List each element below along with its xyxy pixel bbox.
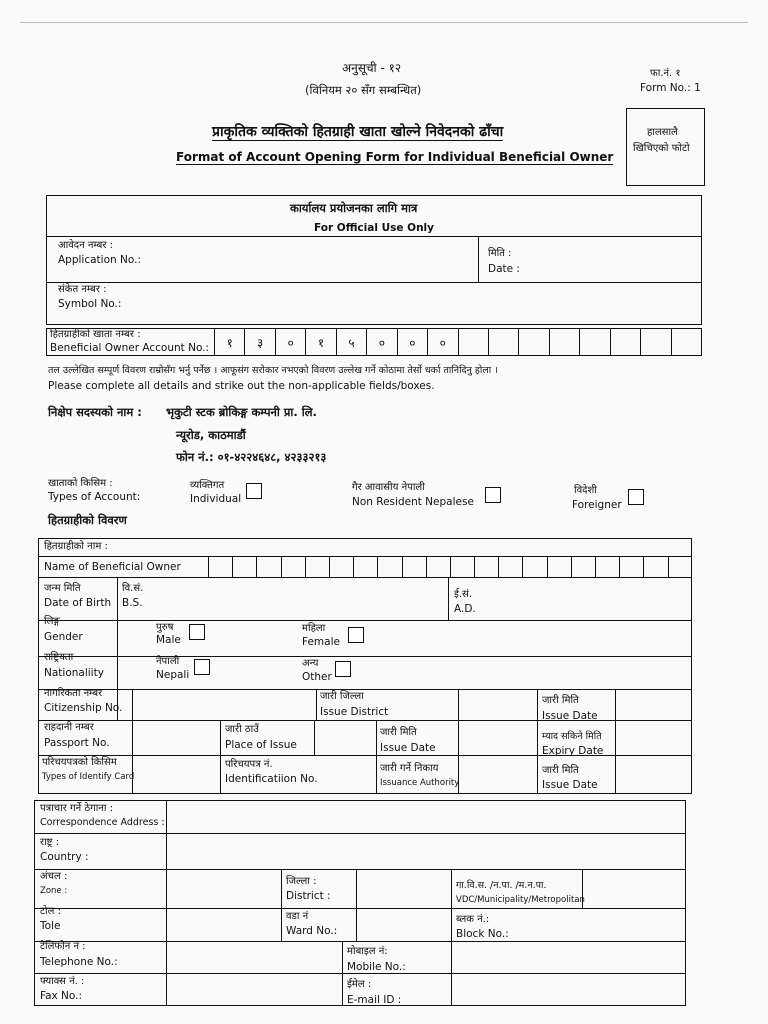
account-type-en: Types of Account: bbox=[48, 491, 141, 503]
bo-account-digit-cell[interactable]: १ bbox=[305, 329, 335, 355]
place-issue-en: Place of Issue bbox=[225, 739, 297, 751]
bo-name-char-cell[interactable] bbox=[498, 556, 522, 577]
divider bbox=[316, 689, 317, 720]
bs-np: वि.सं. bbox=[122, 583, 144, 594]
bo-account-digit-cell[interactable] bbox=[549, 329, 579, 355]
nationality-np: राष्ट्रियता bbox=[44, 652, 74, 663]
bo-account-digit-cell[interactable]: १ bbox=[214, 329, 244, 355]
app-no-np: आवेदन नम्बर : bbox=[58, 240, 113, 251]
divider bbox=[314, 720, 315, 755]
divider bbox=[38, 656, 692, 657]
title-en: Format of Account Opening Form for Individual Beneficial Owner bbox=[176, 150, 614, 164]
date-en: Date : bbox=[488, 263, 520, 275]
bo-account-en: Beneficial Owner Account No.: bbox=[50, 342, 210, 354]
ward-np: वडा नं bbox=[286, 911, 309, 922]
bo-name-cells[interactable] bbox=[208, 556, 692, 577]
block-np: ब्लक नं.: bbox=[456, 914, 490, 925]
account-type-np: खाताको किसिम : bbox=[48, 478, 113, 489]
country-np: राष्ट्र : bbox=[40, 837, 60, 848]
bo-name-char-cell[interactable] bbox=[305, 556, 329, 577]
schedule-label: अनुसूची - १२ bbox=[342, 61, 402, 75]
bo-name-char-cell[interactable] bbox=[450, 556, 474, 577]
tole-np: टोल : bbox=[40, 906, 61, 917]
bo-name-char-cell[interactable] bbox=[353, 556, 377, 577]
app-no-en: Application No.: bbox=[58, 254, 141, 266]
title-np: प्राकृतिक व्यक्तिको हितग्राही खाता खोल्ने निवेदनको ढाँचा bbox=[212, 124, 504, 140]
country-en: Country : bbox=[40, 851, 89, 863]
bo-name-char-cell[interactable] bbox=[522, 556, 546, 577]
divider bbox=[281, 869, 282, 941]
issue-date-en: Issue Date bbox=[542, 710, 598, 722]
nepali-np: नेपाली bbox=[156, 656, 180, 667]
email-en: E-mail ID : bbox=[347, 994, 402, 1006]
id-no-np: परिचयपत्र नं. bbox=[225, 759, 273, 770]
bo-name-char-cell[interactable] bbox=[208, 556, 232, 577]
bo-account-digit-cell[interactable]: ० bbox=[427, 329, 457, 355]
photo-label-2: खिचिएको फोटो bbox=[633, 143, 690, 154]
dob-en: Date of Birth bbox=[44, 597, 112, 609]
citizenship-en: Citizenship No. bbox=[44, 702, 123, 714]
other-checkbox[interactable] bbox=[335, 661, 351, 677]
passport-np: राहदानी नम्बर bbox=[44, 722, 94, 733]
bo-account-digit-cell[interactable]: ० bbox=[366, 329, 396, 355]
fax-np: फ्याक्स नं. : bbox=[40, 976, 85, 987]
divider bbox=[117, 577, 118, 720]
bo-name-char-cell[interactable] bbox=[668, 556, 692, 577]
id-no-en: Identificatiion No. bbox=[225, 773, 318, 785]
photo-box[interactable] bbox=[626, 108, 705, 186]
divider bbox=[458, 689, 459, 720]
bs-en: B.S. bbox=[122, 597, 143, 609]
bo-account-digit-cell[interactable]: ० bbox=[275, 329, 305, 355]
ad-np: ई.सं. bbox=[454, 589, 473, 600]
ad-en: A.D. bbox=[454, 603, 476, 615]
bo-name-char-cell[interactable] bbox=[547, 556, 571, 577]
divider bbox=[615, 689, 616, 794]
bo-details-heading: हितग्राहीको विवरण bbox=[48, 513, 127, 527]
bo-account-digit-cell[interactable] bbox=[458, 329, 488, 355]
dp-address: न्यूरोड, काठमाडौं bbox=[176, 428, 246, 442]
gender-en: Gender bbox=[44, 631, 83, 643]
divider bbox=[166, 833, 167, 1006]
id-type-en: Types of Identify Card bbox=[42, 772, 135, 782]
official-title-np: कार्यालय प्रयोजनका लागि मात्र bbox=[290, 201, 418, 215]
zone-en: Zone : bbox=[40, 886, 68, 896]
male-np: पुरुष bbox=[156, 622, 174, 633]
female-en: Female bbox=[302, 636, 340, 648]
bo-account-digit-cell[interactable] bbox=[488, 329, 518, 355]
divider bbox=[38, 577, 692, 578]
dob-np: जन्म मिति bbox=[44, 583, 81, 594]
other-en: Other bbox=[302, 671, 332, 683]
bo-name-char-cell[interactable] bbox=[377, 556, 401, 577]
bo-account-digit-cell[interactable]: ३ bbox=[244, 329, 274, 355]
expiry-en: Expiry Date bbox=[542, 745, 604, 757]
official-title-en: For Official Use Only bbox=[314, 222, 434, 234]
divider bbox=[451, 869, 452, 1006]
divider bbox=[34, 833, 686, 834]
bo-account-digit-cell[interactable] bbox=[671, 329, 701, 355]
female-checkbox[interactable] bbox=[348, 627, 364, 643]
bo-name-char-cell[interactable] bbox=[595, 556, 619, 577]
issuing-np: जारी गर्ने निकाय bbox=[380, 763, 439, 774]
divider bbox=[34, 973, 686, 974]
bo-account-digit-cell[interactable] bbox=[610, 329, 640, 355]
citizenship-np: नागरिकता नम्बर bbox=[44, 688, 103, 699]
zone-np: अंचल : bbox=[40, 871, 68, 882]
divider bbox=[38, 755, 692, 756]
divider bbox=[46, 236, 702, 237]
bo-name-char-cell[interactable] bbox=[281, 556, 305, 577]
regulation-label: (विनियम २० सँग सम्बन्धित) bbox=[305, 83, 422, 97]
divider bbox=[166, 800, 167, 833]
district-en: District : bbox=[286, 890, 331, 902]
divider bbox=[34, 869, 686, 870]
form-no-en: Form No.: 1 bbox=[640, 82, 701, 94]
bo-name-char-cell[interactable] bbox=[643, 556, 667, 577]
bo-account-digit-cell[interactable]: ० bbox=[397, 329, 427, 355]
address-table bbox=[34, 800, 686, 1006]
nationality-en: Nationaliity bbox=[44, 667, 104, 679]
dp-phone: फोन नं.: ०१-४२२४६४८, ४२३३२१३ bbox=[176, 450, 327, 464]
dp-name: भृकुटी स्टक ब्रोकिङ्ग कम्पनी प्रा. लि. bbox=[166, 405, 317, 419]
divider bbox=[38, 720, 692, 721]
passport-en: Passport No. bbox=[44, 737, 110, 749]
issue-date-np: जारी मिति bbox=[542, 695, 579, 706]
bo-name-char-cell[interactable] bbox=[619, 556, 643, 577]
male-en: Male bbox=[156, 634, 181, 646]
block-en: Block No.: bbox=[456, 928, 509, 940]
foreigner-checkbox[interactable] bbox=[628, 489, 644, 505]
divider bbox=[132, 689, 133, 720]
tel-en: Telephone No.: bbox=[40, 956, 118, 968]
issue-date-2-np: जारी मिति bbox=[380, 727, 417, 738]
issue-date-3-np: जारी मिति bbox=[542, 765, 579, 776]
bo-name-char-cell[interactable] bbox=[256, 556, 280, 577]
mobile-en: Mobile No.: bbox=[347, 961, 406, 973]
divider bbox=[38, 620, 692, 621]
symbol-np: संकेत नम्बर : bbox=[58, 284, 107, 295]
bo-name-char-cell[interactable] bbox=[474, 556, 498, 577]
individual-np: व्यक्तिगत bbox=[190, 480, 225, 491]
district-np: जिल्ला : bbox=[286, 876, 317, 887]
nrn-en: Non Resident Nepalese bbox=[352, 496, 474, 508]
divider bbox=[34, 941, 686, 942]
other-np: अन्य bbox=[302, 658, 319, 669]
bo-name-char-cell[interactable] bbox=[232, 556, 256, 577]
fax-en: Fax No.: bbox=[40, 990, 83, 1002]
divider bbox=[356, 869, 357, 941]
nrn-checkbox[interactable] bbox=[485, 487, 501, 503]
ward-en: Ward No.: bbox=[286, 925, 338, 937]
gender-np: लिङ्ग bbox=[44, 616, 60, 627]
bo-account-np: हितग्राहीको खाता नम्बर : bbox=[50, 329, 141, 340]
bo-name-char-cell[interactable] bbox=[571, 556, 595, 577]
individual-en: Individual bbox=[190, 493, 242, 505]
foreigner-np: विदेशी bbox=[574, 485, 597, 496]
id-type-np: परिचयपत्रको किसिम bbox=[42, 757, 117, 768]
bo-name-char-cell[interactable] bbox=[402, 556, 426, 577]
vdc-en: VDC/Municipality/Metropolitan bbox=[456, 895, 585, 905]
individual-checkbox[interactable] bbox=[246, 483, 262, 499]
divider bbox=[46, 282, 702, 283]
issue-district-en: Issue District bbox=[320, 706, 389, 718]
tel-np: टेलिफोन नं : bbox=[40, 941, 86, 952]
page-top-edge bbox=[20, 22, 748, 23]
expiry-np: म्याद सकिने मिति bbox=[542, 731, 602, 742]
nrn-np: गैर आवासीय नेपाली bbox=[352, 482, 425, 493]
email-np: ईमेल : bbox=[347, 979, 372, 990]
photo-label-1: हालसालै bbox=[647, 127, 678, 138]
vdc-np: गा.वि.स. /न.पा. /म.न.पा. bbox=[456, 880, 547, 891]
bo-name-np: हितग्राहीको नाम : bbox=[44, 541, 108, 552]
divider bbox=[448, 577, 449, 620]
divider bbox=[537, 689, 538, 794]
mobile-np: मोबाइल नं: bbox=[347, 946, 388, 957]
foreigner-en: Foreigner bbox=[572, 499, 622, 511]
issue-date-2-en: Issue Date bbox=[380, 742, 436, 754]
bo-account-digit-cell[interactable] bbox=[518, 329, 548, 355]
dp-label: निक्षेप सदस्यको नाम : bbox=[48, 405, 142, 419]
divider bbox=[376, 720, 377, 794]
bo-name-en: Name of Beneficial Owner bbox=[44, 561, 181, 573]
divider bbox=[582, 869, 583, 908]
female-np: महिला bbox=[302, 623, 326, 634]
male-checkbox[interactable] bbox=[189, 624, 205, 640]
bo-account-digit-cell[interactable]: ५ bbox=[336, 329, 366, 355]
bo-name-char-cell[interactable] bbox=[329, 556, 353, 577]
bo-account-cells[interactable] bbox=[214, 329, 701, 355]
instructions-en: Please complete all details and strike out the non-applicable fields/boxes. bbox=[48, 380, 435, 392]
bo-account-digit-cell[interactable] bbox=[579, 329, 609, 355]
issue-date-3-en: Issue Date bbox=[542, 779, 598, 791]
symbol-en: Symbol No.: bbox=[58, 298, 122, 310]
divider bbox=[478, 236, 479, 282]
corr-en: Correspondence Address : bbox=[40, 817, 165, 828]
bo-name-char-cell[interactable] bbox=[426, 556, 450, 577]
issuing-en: Issuance Authority bbox=[380, 778, 460, 788]
place-issue-np: जारी ठाउँ bbox=[225, 724, 259, 735]
nepali-en: Nepali bbox=[156, 669, 190, 681]
date-np: मिति : bbox=[488, 248, 512, 259]
issue-district-np: जारी जिल्ला bbox=[320, 691, 364, 702]
tole-en: Tole bbox=[40, 920, 61, 932]
instructions-np: तल उल्लेखित सम्पूर्ण विवरण राम्रोसँग भर्नु पर्नेछ । आफूसंग सरोकार नभएको विवरण उल्लेख गर्ने कोठामा तेर्सो धर्का तानिदिनु होला । bbox=[48, 365, 498, 376]
form-no-np: फा.नं. १ bbox=[650, 68, 681, 79]
nepali-checkbox[interactable] bbox=[194, 659, 210, 675]
corr-np: पत्राचार गर्ने ठेगाना : bbox=[40, 803, 114, 814]
divider bbox=[38, 689, 692, 690]
divider bbox=[220, 720, 221, 794]
bo-account-digit-cell[interactable] bbox=[640, 329, 670, 355]
divider bbox=[34, 908, 686, 909]
